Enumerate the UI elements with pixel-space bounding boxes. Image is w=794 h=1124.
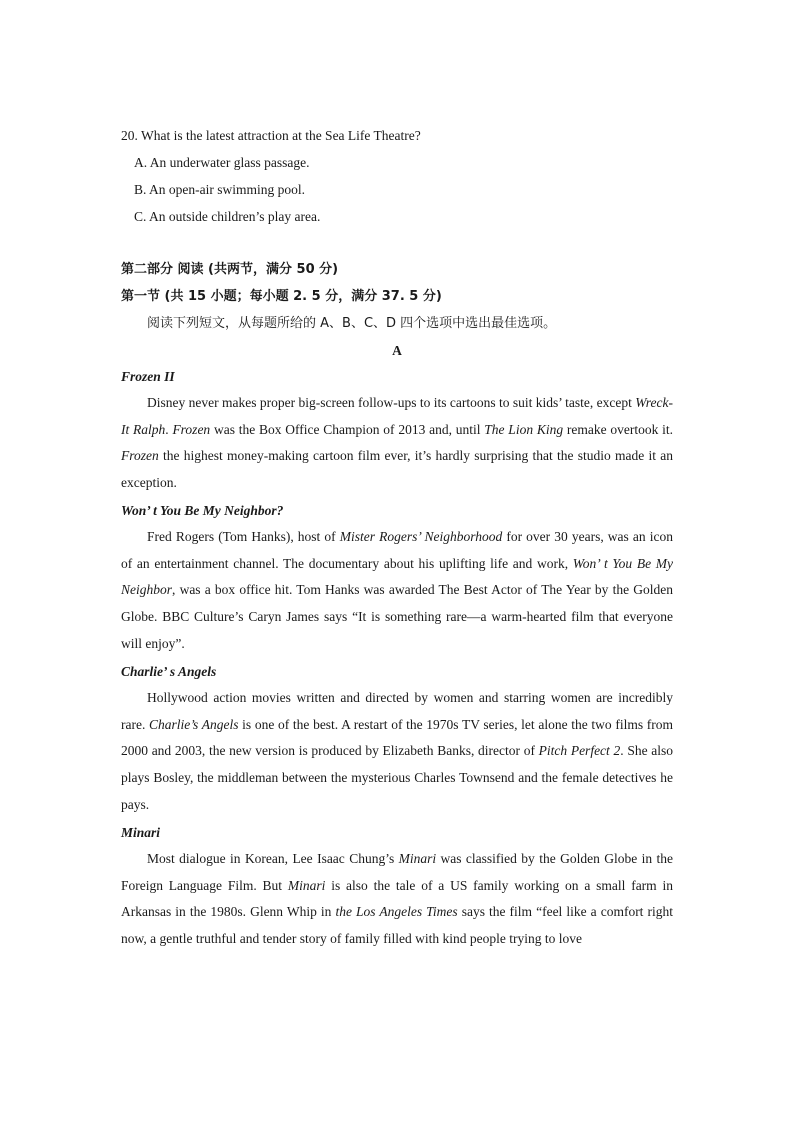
section-heading: 第一节 (共 15 小题；每小题 2. 5 分，满分 37. 5 分) <box>121 289 442 304</box>
passage-label: A <box>392 343 402 358</box>
instruction: 阅读下列短文，从每题所给的 A、B、C、D 四个选项中选出最佳选项。 <box>147 316 557 331</box>
paragraph-minari: Most dialogue in Korean, Lee Isaac Chung’s Minari was classified by the Golden Globe in the Foreign Language Film. But Minari is also the tale of a US family working on a small farm in Arkansas in the 1980s. Glenn Whip in the Los Angeles Times says the film “feel like a comfort right now, a gentle truthful and tender story of family filled with kind people trying to love <box>121 851 674 947</box>
question-20: 20. What is the latest attraction at the Sea Life Theatre? <box>121 128 421 143</box>
paragraph-angels: Hollywood action movies written and directed by women and starring women are incredibly rare. Charlie’s Angels is one of the best. A restart of the 1970s TV series, let alone the two films from 2000 and 2003, the new version is produced by Elizabeth Banks, director of Pitch Perfect 2. She also plays Bosley, the middleman between the mysterious Charles Townsend and the female detectives he pays. <box>121 690 674 812</box>
option-c: C. An outside children’s play area. <box>134 209 321 224</box>
part-heading: 第二部分 阅读 (共两节，满分 50 分) <box>121 262 339 277</box>
option-a: A. An underwater glass passage. <box>134 155 310 170</box>
paragraph-neighbor: Fred Rogers (Tom Hanks), host of Mister Rogers’ Neighborhood for over 30 years, was an icon of an entertainment channel. The documentary about his uplifting life and work, Won’ t You Be My Neighbor, was a box office hit. Tom Hanks was awarded The Best Actor of The Year by the Golden Globe. BBC Culture’s Caryn James says “It is something rare—a warm-hearted film that everyone will enjoy”. <box>121 529 673 651</box>
film-title-angels: Charlie’ s Angels <box>121 664 217 679</box>
film-title-neighbor: Won’ t You Be My Neighbor? <box>121 503 284 518</box>
option-b: B. An open-air swimming pool. <box>134 182 305 197</box>
film-title-minari: Minari <box>121 825 161 840</box>
film-title-frozen: Frozen II <box>121 369 175 384</box>
paragraph-frozen: Disney never makes proper big-screen follow-ups to its cartoons to suit kids’ taste, except Wreck-It Ralph. Frozen was the Box Office Champion of 2013 and, until The Lion King remake overtook it. Frozen the highest money-making cartoon film ever, it’s hardly surprising that the studio made it an exception. <box>121 395 674 491</box>
